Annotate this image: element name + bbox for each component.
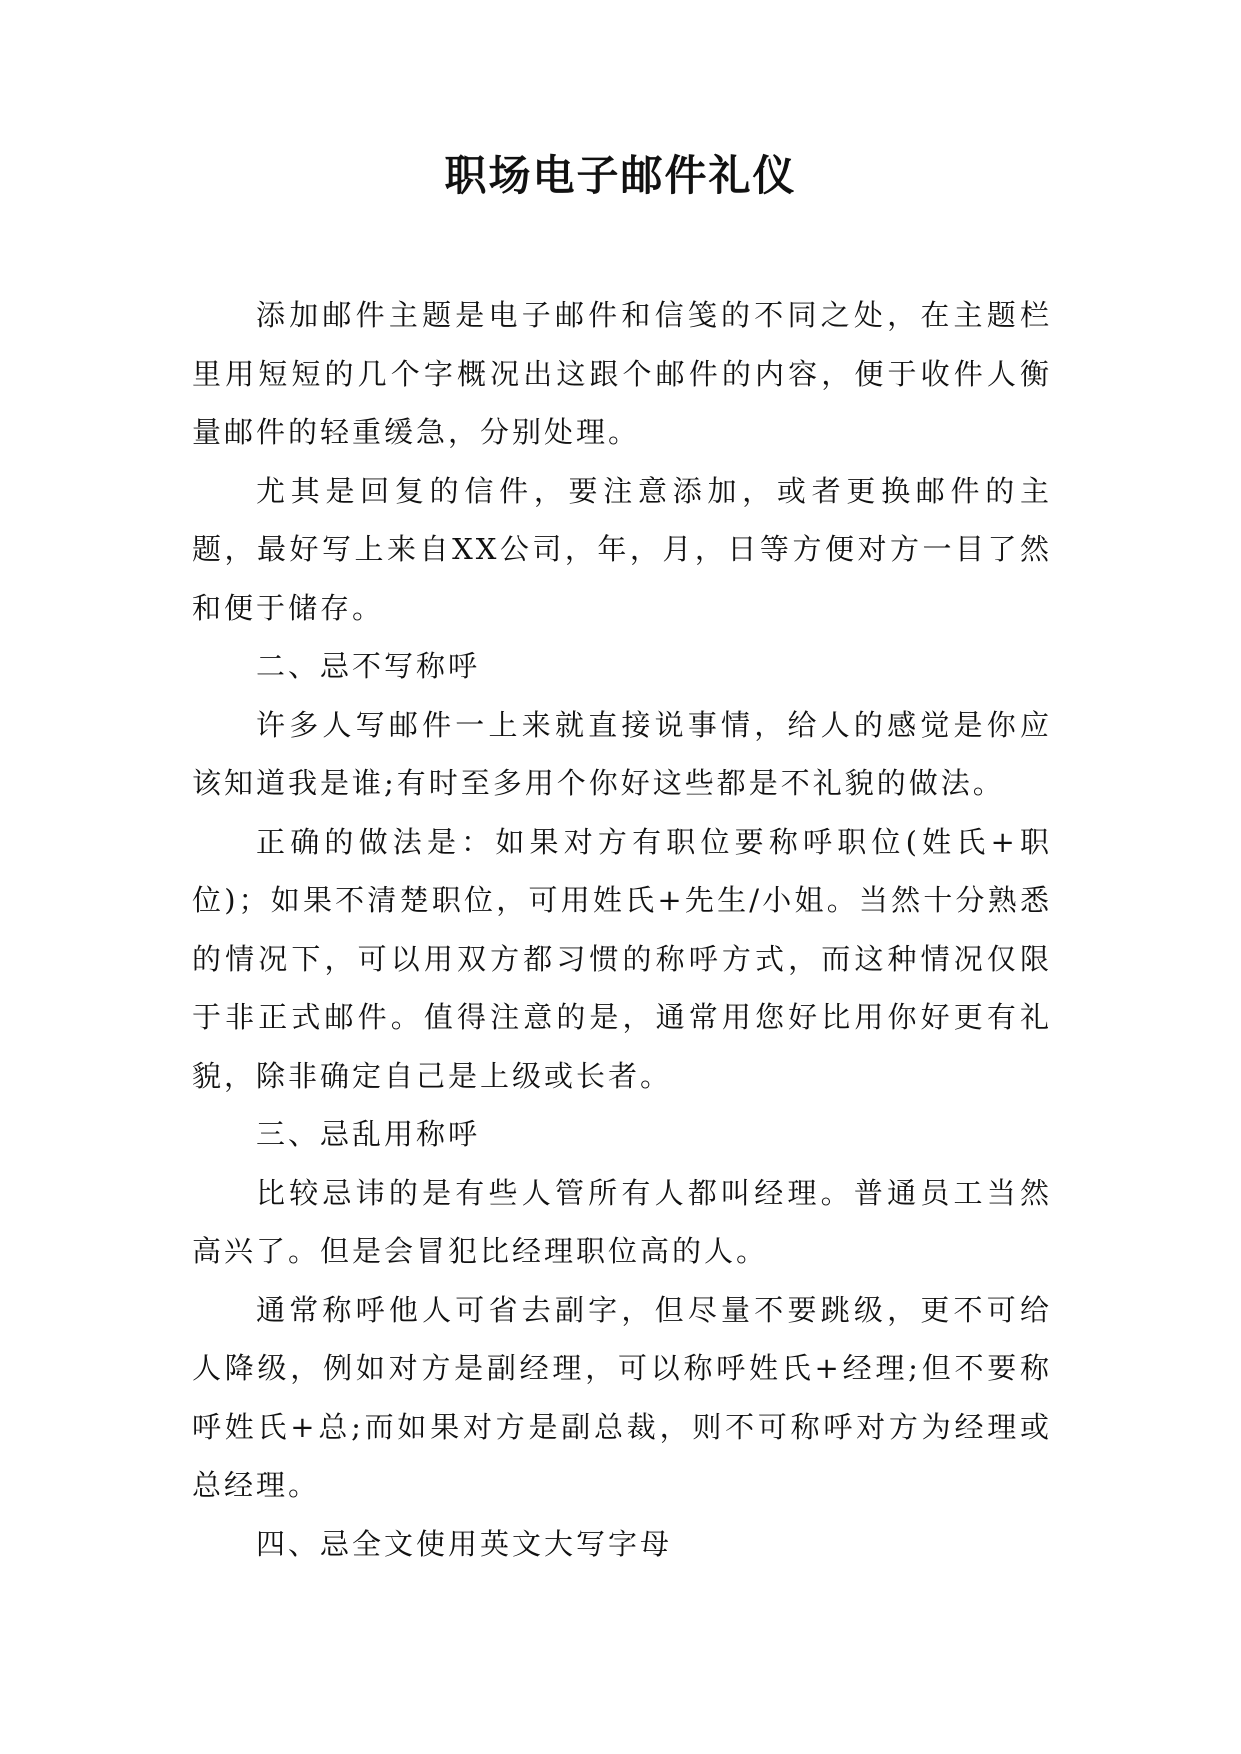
paragraph-manager-title: 比较忌讳的是有些人管所有人都叫经理。普通员工当然高兴了。但是会冒犯比经理职位高的人。 — [192, 1175, 1052, 1268]
paragraph-no-salutation: 许多人写邮件一上来就直接说事情，给人的感觉是你应该知道我是谁;有时至多用个你好这些都是不礼貌的做法。 — [192, 707, 1052, 800]
section-heading-all-caps: 四、忌全文使用英文大写字母 — [256, 1526, 673, 1561]
document-title: 职场电子邮件礼仪 — [444, 151, 797, 200]
section-heading-misuse-titles: 三、忌乱用称呼 — [256, 1117, 481, 1151]
document-body — [192, 286, 1052, 1573]
paragraph-deputy-title: 通常称呼他人可省去副字，但尽量不要跳级，更不可给人降级，例如对方是副经理，可以称呼姓氏+经理;但不要称呼姓氏+总;而如果对方是副总裁，则不可称呼对方为经理或总经理。 — [192, 1292, 1052, 1502]
paragraph-subject-line: 添加邮件主题是电子邮件和信笺的不同之处，在主题栏里用短短的几个字概况出这跟个邮件的内容，便于收件人衡量邮件的轻重缓急，分别处理。 — [192, 298, 1052, 449]
paragraph-correct-salutation: 正确的做法是：如果对方有职位要称呼职位(姓氏+职位)；如果不清楚职位，可用姓氏+先生/小姐。当然十分熟悉的情况下，可以用双方都习惯的称呼方式，而这种情况仅限于非正式邮件。值得注意的是，通常用您好比用你好更有礼貌，除非确定自己是上级或长者。 — [192, 824, 1052, 1093]
paragraph-reply-subject: 尤其是回复的信件，要注意添加，或者更换邮件的主题，最好写上来自XX公司，年，月，日等方便对方一目了然和便于储存。 — [192, 473, 1052, 625]
section-heading-no-salutation: 二、忌不写称呼 — [256, 649, 481, 683]
